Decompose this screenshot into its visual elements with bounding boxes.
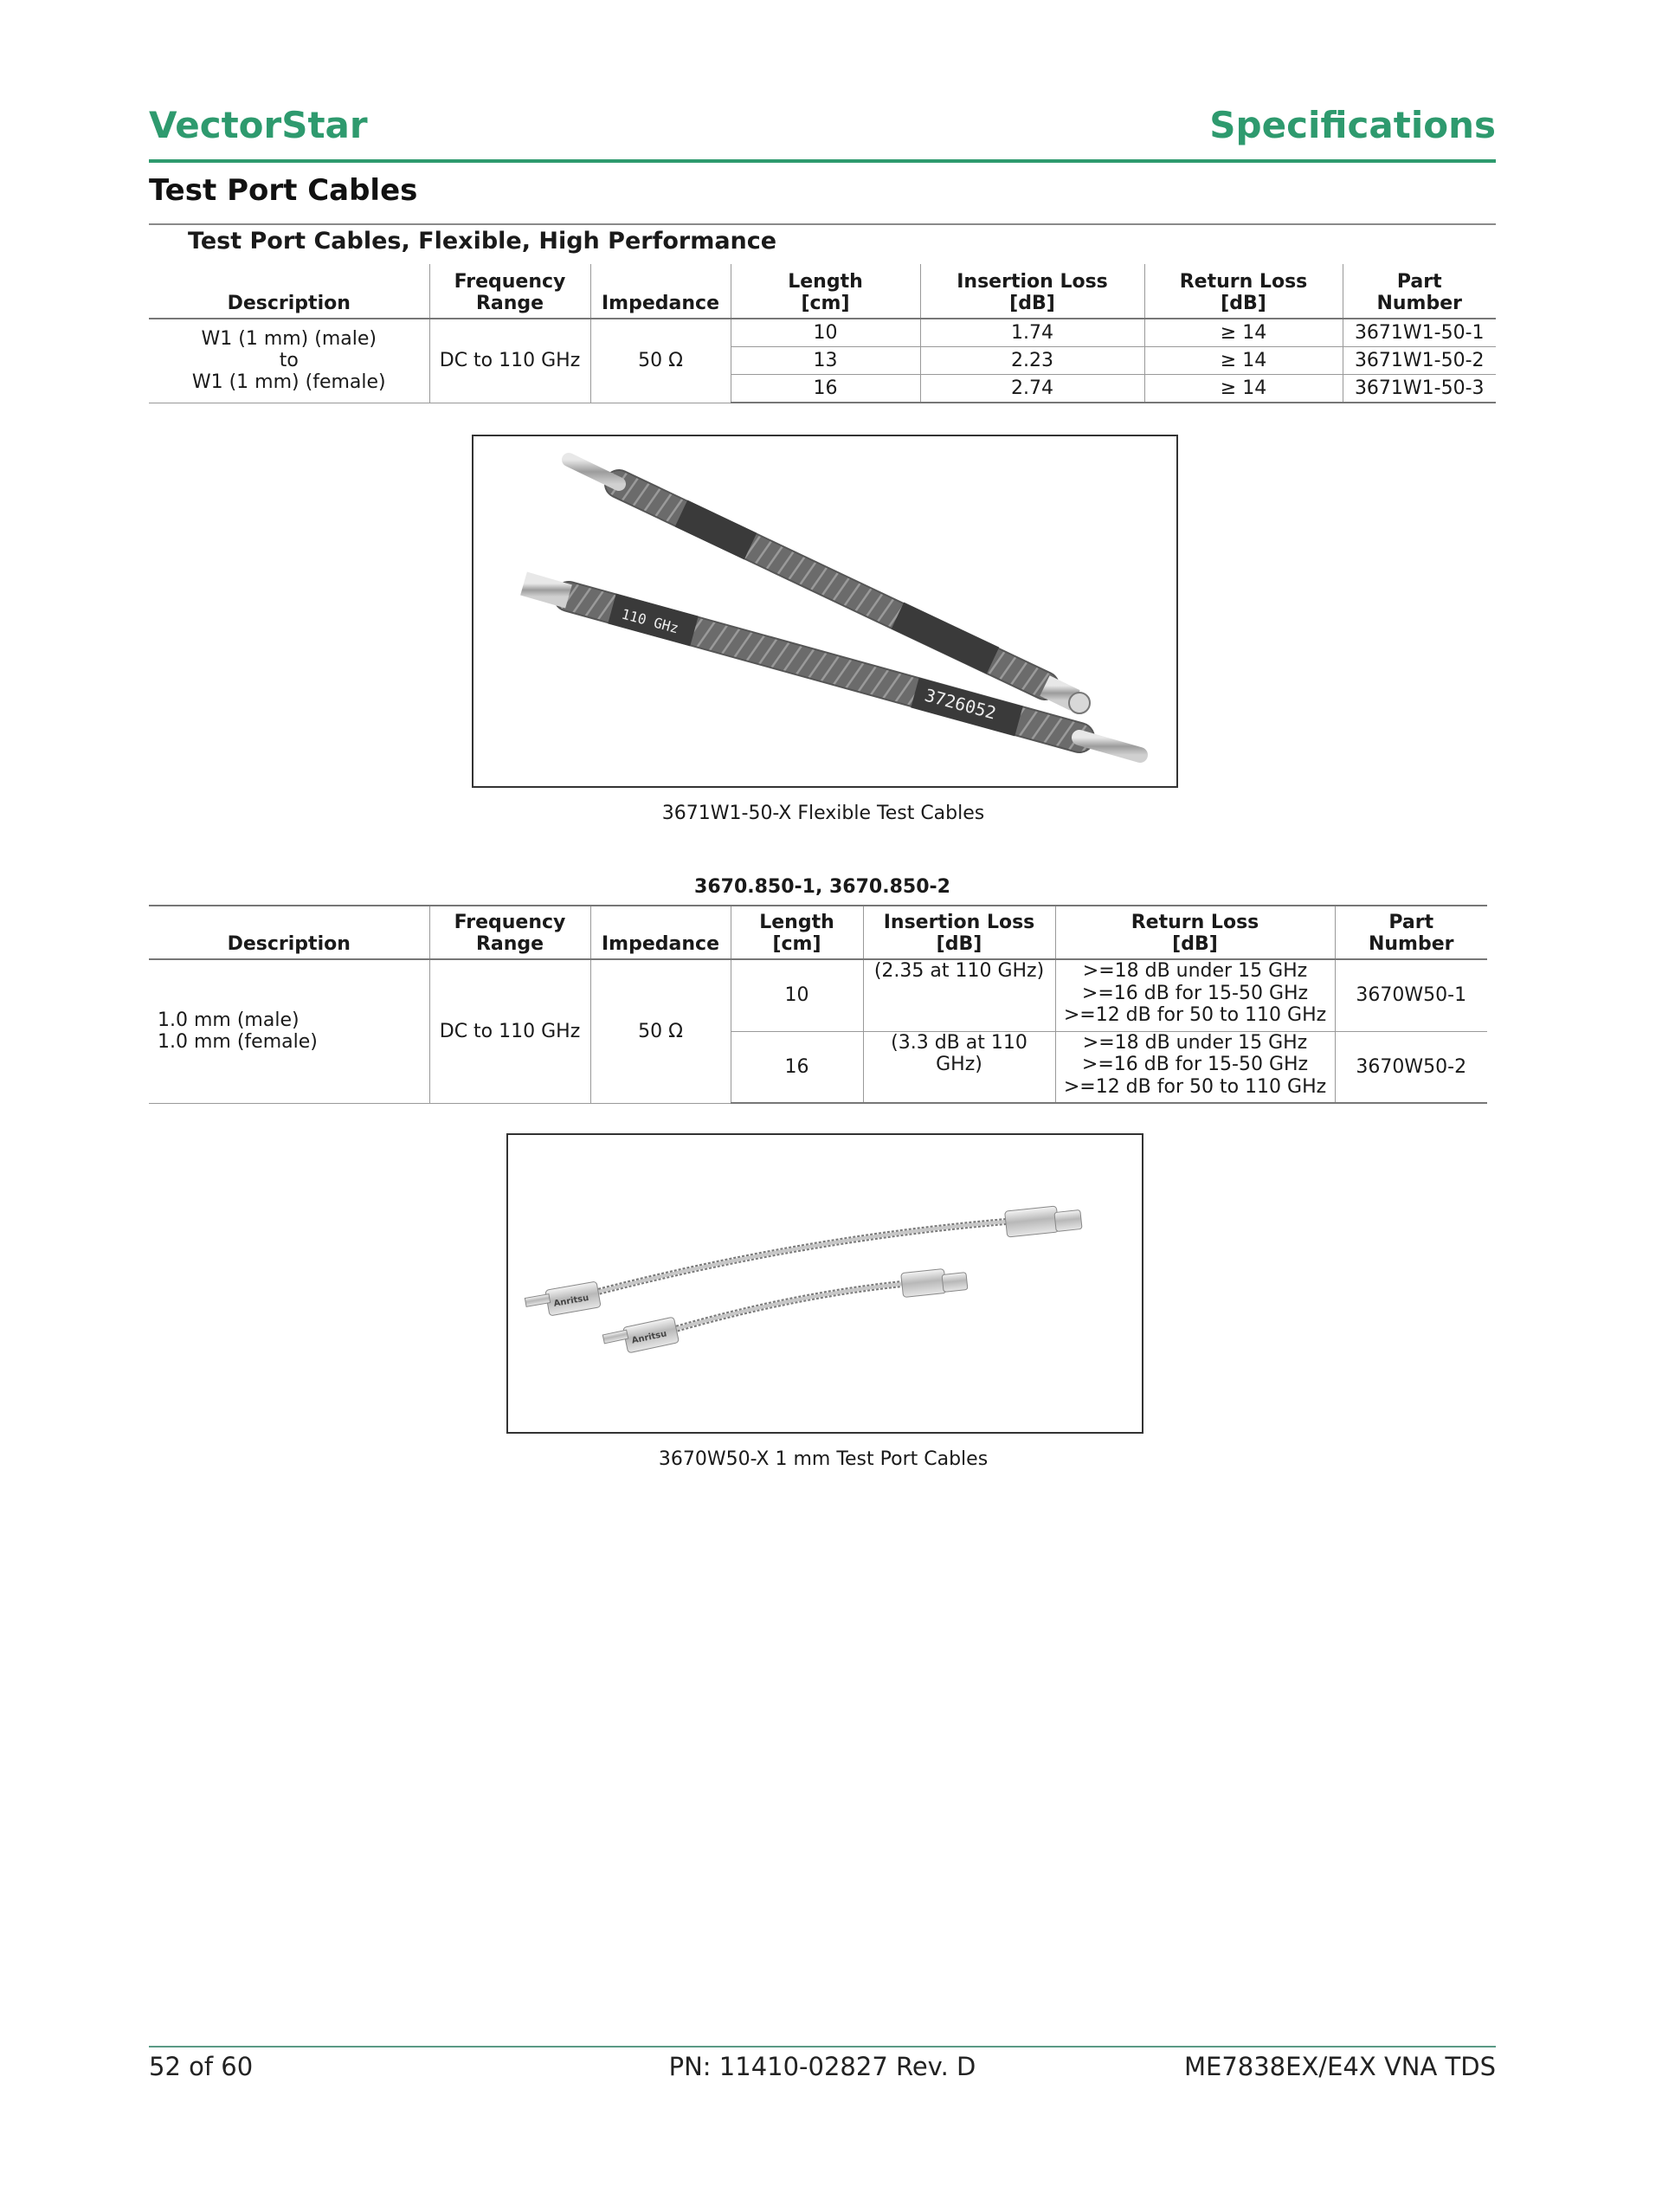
header-divider (149, 159, 1496, 163)
cell-insertion-loss: 2.23 (920, 347, 1144, 375)
header-impedance: Impedance (590, 264, 731, 319)
test-port-cables-illustration (508, 1135, 1142, 1432)
header-insertion-loss: Insertion Loss [dB] (920, 264, 1144, 319)
cell-part-number: 3671W1-50-1 (1343, 319, 1496, 347)
flexible-cables-photo (472, 435, 1178, 788)
table1-caption: Test Port Cables, Flexible, High Performance (188, 228, 777, 255)
header-part-number: Part Number (1335, 906, 1487, 959)
cell-insertion-loss: 1.74 (920, 319, 1144, 347)
connector-brand-label: Anritsu (630, 1329, 668, 1346)
header-brand-title: VectorStar (149, 104, 368, 146)
cable-lower (524, 584, 1140, 755)
cell-length: 10 (731, 319, 920, 347)
header-frequency-range: Frequency Range (429, 906, 590, 959)
header-section-title: Specifications (1209, 104, 1496, 146)
cell-return-loss: ≥ 14 (1144, 375, 1343, 403)
cell-length: 10 (731, 959, 863, 1031)
flexible-cables-table (149, 264, 1496, 403)
footer-page-number: 52 of 60 (149, 2052, 254, 2081)
header-description: Description (149, 906, 429, 959)
header-length: Length [cm] (731, 264, 920, 319)
cable-marking-serial: 3726052 (922, 684, 999, 724)
cell-insertion-loss: 2.74 (920, 375, 1144, 403)
cell-return-loss: >=18 dB under 15 GHz >=16 dB for 15-50 GHz >=12 dB for 50 to 110 GHz (1055, 1031, 1335, 1103)
cell-part-number: 3670W50-2 (1335, 1031, 1487, 1103)
cell-return-loss: ≥ 14 (1144, 347, 1343, 375)
header-description: Description (149, 264, 429, 319)
cell-frequency-range: DC to 110 GHz (429, 319, 590, 403)
table-row (149, 959, 1487, 1031)
cell-impedance: 50 Ω (590, 319, 731, 403)
cell-length: 16 (731, 375, 920, 403)
test-port-cables-photo (506, 1133, 1143, 1434)
page-title: Test Port Cables (149, 173, 418, 208)
cell-insertion-loss: (3.3 dB at 110 GHz) (863, 1031, 1055, 1103)
footer-divider (149, 2046, 1496, 2048)
cell-description: W1 (1 mm) (male) to W1 (1 mm) (female) (149, 319, 429, 403)
flexible-cables-illustration (473, 436, 1176, 786)
cable-short (602, 1268, 968, 1352)
cell-insertion-loss: (2.35 at 110 GHz) (863, 959, 1055, 1031)
header-part-number: Part Number (1343, 264, 1496, 319)
table-header-row (149, 264, 1496, 319)
cell-part-number: 3671W1-50-3 (1343, 375, 1496, 403)
table-header-row (149, 906, 1487, 959)
header-length: Length [cm] (731, 906, 863, 959)
header-frequency-range: Frequency Range (429, 264, 590, 319)
cell-return-loss: ≥ 14 (1144, 319, 1343, 347)
figure1-caption: 3671W1-50-X Flexible Test Cables (661, 803, 985, 824)
cell-description: 1.0 mm (male) 1.0 mm (female) (149, 959, 429, 1103)
cable-marking-frequency: 110 GHz (619, 605, 681, 637)
connector-brand-label: Anritsu (552, 1293, 590, 1309)
footer-document-title: ME7838EX/E4X VNA TDS (1183, 2052, 1496, 2081)
cell-return-loss: >=18 dB under 15 GHz >=16 dB for 15-50 GHz >=12 dB for 50 to 110 GHz (1055, 959, 1335, 1031)
table1-top-divider (149, 223, 1496, 225)
table-row (149, 319, 1496, 347)
cell-length: 16 (731, 1031, 863, 1103)
cell-length: 13 (731, 347, 920, 375)
header-insertion-loss: Insertion Loss [dB] (863, 906, 1055, 959)
header-return-loss: Return Loss [dB] (1055, 906, 1335, 959)
cell-impedance: 50 Ω (590, 959, 731, 1103)
table2-caption: 3670.850-1, 3670.850-2 (694, 876, 950, 898)
test-port-cables-table (149, 905, 1487, 1104)
cell-part-number: 3670W50-1 (1335, 959, 1487, 1031)
cell-frequency-range: DC to 110 GHz (429, 959, 590, 1103)
header-return-loss: Return Loss [dB] (1144, 264, 1343, 319)
figure2-caption: 3670W50-X 1 mm Test Port Cables (658, 1448, 989, 1470)
footer-part-number: PN: 11410-02827 Rev. D (668, 2052, 976, 2081)
cell-part-number: 3671W1-50-2 (1343, 347, 1496, 375)
header-impedance: Impedance (590, 906, 731, 959)
